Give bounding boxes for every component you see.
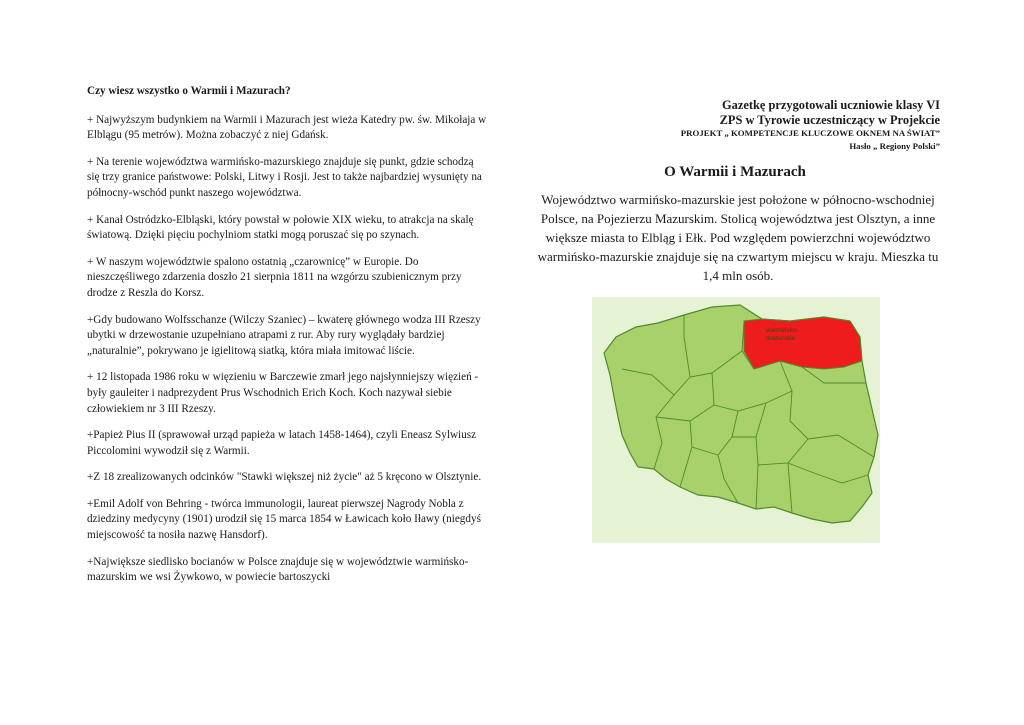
- warminsko-mazurskie-region: [744, 317, 862, 369]
- fact-item: + 12 listopada 1986 roku w więzieniu w Barczewie zmarł jego najsłynniejszy więzień - były gauleiter i nadprezydent Prus Wschodnich Erich Koch. Koch nazywał siebie człowiekiem nr 3 III Rzeszy.: [87, 371, 479, 415]
- fact-item: + Na terenie województwa warmińsko-mazurskiego znajduje się punkt, gdzie schodzą się trzy granice państwowe: Polski, Litwy i Rosji. Jest to także najbardziej wysunięty na północny-wschód punkt naszego województwa.: [87, 155, 482, 199]
- facts-title: Czy wiesz wszystko o Warmii i Mazurach?: [87, 85, 291, 97]
- credits-line-class: Gazetkę przygotowali uczniowie klasy VI: [722, 98, 940, 112]
- fact-item: + Najwyższym budynkiem na Warmii i Mazurach jest wieża Katedry pw. św. Mikołaja w Elblągu (95 metrów). Można zobaczyć z niej Gdańsk.: [87, 113, 487, 142]
- credits-line-motto: Hasło „ Regiony Polski”: [849, 140, 940, 151]
- credits-header: [560, 98, 940, 152]
- fact-item: +Papież Pius II (sprawował urząd papieża w latach 1458-1464), czyli Eneasz Sylwiusz Piccolomini wywodził się z Warmii.: [87, 429, 477, 457]
- section-title: O Warmii i Mazurach: [664, 164, 806, 180]
- fact-item: + Kanał Ostródzko-Elbląski, który powstał w połowie XIX wieku, to atrakcja na skalę światową. Dzięki pięciu pochylniom statki mogą poruszać się po szynach.: [87, 213, 474, 242]
- credits-line-project: PROJEKT „ KOMPETENCJE KLUCZOWE OKNEM NA ŚWIAT”: [680, 128, 940, 138]
- region-label: warmińsko- mazurskie: [766, 327, 799, 342]
- fact-item: +Największe siedlisko bocianów w Polsce znajduje się w województwie warmińsko-mazurskim we wsi Żywkowo, w powiecie bartoszycki: [87, 555, 469, 584]
- credits-line-school: ZPS w Tyrowie uczestniczący w Projekcie: [719, 112, 940, 127]
- fact-item: +Z 18 zrealizowanych odcinków "Stawki większej niż życie" aż 5 kręcono w Olsztynie.: [87, 471, 482, 484]
- section-intro: Województwo warmińsko-mazurskie jest położone w północno-wschodniej Polsce, na Pojezierzu Mazurskim. Stolicą województwa jest Olsztyn, a inne większe miasta to Elbląg i Ełk. Pod względem powierzchni województwo warmińsko-mazurskie znajduje się na czwartym miejscu w kraju. Mieszka tu 1,4 mln osób.: [537, 192, 939, 283]
- poland-map: [592, 297, 880, 543]
- poland-map-graphic: [592, 297, 880, 543]
- fact-item: + W naszym województwie spalono ostatnią „czarownicę” w Europie. Do nieszczęśliwego zdarzenia doszło 21 sierpnia 1811 na wzgórzu szubienicznym przy drodze z Reszla do Korsz.: [87, 255, 462, 299]
- fact-item: +Emil Adolf von Behring - twórca immunologii, laureat pierwszej Nagrody Nobla z dziedziny medycyny (1901) urodził się 15 marca 1854 w Ławicach koło Iławy (niegdyś miejscowość ta nosiła nazwę Hansdorf).: [87, 497, 481, 542]
- facts-column: [87, 84, 487, 597]
- fact-item: +Gdy budowano Wolfsschanze (Wilczy Szaniec) – kwaterę głównego wodza III Rzeszy ubytki w drzewostanie uzupełniano atrapami z rur. Aby rury wyglądały bardziej „naturalnie”, pokrywano je igielitową siatką, która miała imitować liście.: [87, 313, 481, 357]
